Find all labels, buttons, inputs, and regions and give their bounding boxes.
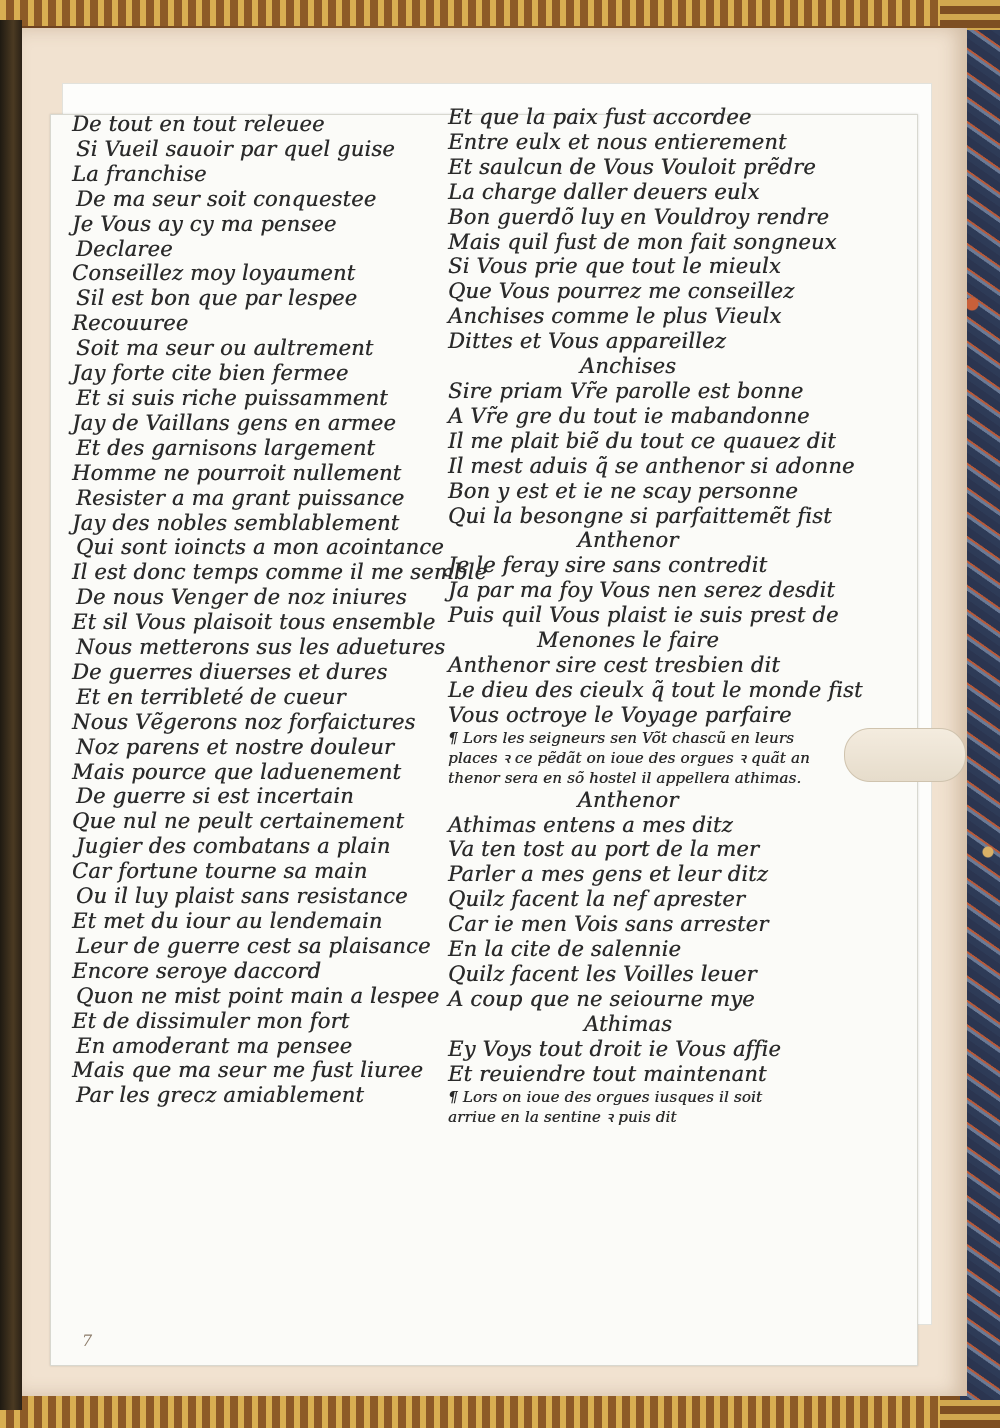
- verse-line: Recouuree: [72, 311, 189, 336]
- verse-line: Si Vueil sauoir par quel guise: [76, 136, 395, 161]
- verse-line: Bon guerdõ luy en Vouldroy rendre: [448, 204, 830, 229]
- speaker-heading: Anchises: [579, 354, 677, 379]
- verse-line: Je Vous ay cy ma pensee: [72, 211, 337, 236]
- verse-line: La charge daller deuers eulx: [448, 179, 760, 204]
- verse-line: De tout en tout releuee: [72, 112, 325, 136]
- stage-direction: ¶ Lors on ioue des orgues iusques il soit: [448, 1087, 763, 1106]
- verse-line: De nous Venger de noz iniures: [76, 585, 407, 610]
- verse-line: De ma seur soit conquestee: [76, 186, 377, 211]
- verse-line: Il est donc temps comme il me semble: [72, 560, 488, 585]
- gilt-border-top: [0, 0, 1000, 26]
- gilt-border-bottom: [0, 1394, 1000, 1428]
- verse-line: Sil est bon que par lespee: [76, 286, 358, 311]
- verse-line: Declaree: [76, 236, 173, 261]
- verse-line: Et met du iour au lendemain: [72, 909, 383, 933]
- verse-line: Mais pource que laduenement: [72, 759, 402, 784]
- verse-line: Athimas entens a mes ditz: [448, 812, 733, 837]
- verse-line: De guerre si est incertain: [76, 784, 354, 809]
- stage-direction: thenor sera en sõ hostel il appellera athimas.: [448, 768, 802, 787]
- verse-line: Si Vous prie que tout le mieulx: [448, 254, 781, 279]
- verse-line: En la cite de salennie: [448, 937, 682, 962]
- verse-line: Anchises comme le plus Vieulx: [448, 304, 782, 329]
- verse-line: Que nul ne peult certainement: [72, 809, 405, 834]
- verse-line: Car ie men Vois sans arrester: [448, 912, 769, 937]
- verse-line: Conseillez moy loyaument: [72, 261, 356, 286]
- verse-line: Resister a ma grant puissance: [76, 485, 405, 510]
- verse-line: Et de dissimuler mon fort: [72, 1008, 350, 1033]
- verse-line: Et si suis riche puissamment: [76, 385, 388, 410]
- speaker-heading: Anthenor: [577, 528, 679, 553]
- verse-line: Quilz facent la nef aprester: [448, 887, 746, 912]
- book-spine-edge: [0, 20, 22, 1410]
- verse-line: Parler a mes gens et leur ditz: [448, 862, 769, 887]
- speaker-heading: Athimas: [583, 1011, 673, 1036]
- right-text-column: [448, 105, 863, 1127]
- verse-line: Il mest aduis q̃ se anthenor si adonne: [448, 453, 855, 478]
- verse-line: Jay forte cite bien fermee: [72, 361, 349, 386]
- verse-line: Leur de guerre cest sa plaisance: [76, 933, 431, 958]
- stage-direction: arriue en la sentine ꝛ puis dit: [448, 1107, 677, 1126]
- verse-line: Ja par ma foy Vous nen serez desdit: [448, 578, 836, 603]
- verse-line: Et reuiendre tout maintenant: [448, 1061, 767, 1086]
- folio-number: 7: [82, 1331, 93, 1350]
- verse-line: Jugier des combatans a plain: [76, 834, 391, 859]
- verse-line: Par les grecz amiablement: [76, 1083, 364, 1108]
- verse-line: De guerres diuerses et dures: [72, 659, 388, 684]
- verse-line: Jay de Vaillans gens en armee: [72, 410, 397, 435]
- verse-line: Et que la paix fust accordee: [448, 105, 752, 129]
- verse-line: Il me plait biẽ du tout ce quauez dit: [448, 428, 836, 453]
- verse-line: Quilz facent les Voilles leuer: [448, 962, 757, 986]
- verse-line: Ey Voys tout droit ie Vous affie: [448, 1036, 782, 1061]
- verse-line: Ou il luy plaist sans resistance: [76, 884, 408, 909]
- verse-line: A Vr̃e gre du tout ie mabandonne: [448, 403, 810, 428]
- verse-line: Et saulcun de Vous Vouloit prẽdre: [448, 154, 816, 179]
- verse-line: Entre eulx et nous entierement: [448, 129, 787, 154]
- verse-line: Le dieu des cieulx q̃ tout le monde fist: [448, 677, 863, 702]
- speaker-heading: Anthenor: [577, 787, 679, 812]
- verse-line: Va ten tost au port de la mer: [448, 837, 760, 862]
- verse-line: Car fortune tourne sa main: [72, 859, 368, 884]
- verse-line: Puis quil Vous plaist ie suis prest de: [448, 603, 839, 628]
- verse-line: Noz parens et nostre douleur: [76, 734, 395, 759]
- verse-line: Je le feray sire sans contredit: [448, 553, 768, 578]
- verse-line: Quon ne mist point main a lespee: [76, 983, 440, 1008]
- verse-line: La franchise: [72, 161, 207, 186]
- verse-line: Soit ma seur ou aultrement: [76, 336, 374, 361]
- verse-line: Nous metterons sus les aduetures: [76, 635, 446, 660]
- verse-line: Sire priam Vr̃e parolle est bonne: [448, 378, 804, 403]
- verse-line: Et sil Vous plaisoit tous ensemble: [72, 610, 436, 635]
- verse-line: Homme ne pourroit nullement: [72, 460, 402, 485]
- verse-line: Encore seroye daccord: [72, 958, 322, 983]
- verse-line: Qui la besongne si parfaittemẽt fist: [448, 503, 832, 528]
- verse-line: Et des garnisons largement: [76, 435, 376, 460]
- verse-line: A coup que ne seiourne mye: [448, 986, 755, 1011]
- verse-line: Anthenor sire cest tresbien dit: [448, 652, 780, 677]
- stage-direction: places ꝛ ce pẽdãt on ioue des orgues ꝛ quãt an: [448, 748, 810, 767]
- verse-line: Nous Vẽgerons noz forfaictures: [72, 709, 416, 734]
- verse-line: Bon y est et ie ne scay personne: [448, 478, 798, 503]
- verse-line: Vous octroye le Voyage parfaire: [448, 702, 792, 727]
- verse-line: Dittes et Vous appareillez: [448, 329, 726, 354]
- verse-line: Jay des nobles semblablement: [72, 510, 400, 535]
- verse-line: Et en terribleté de cueur: [76, 684, 346, 709]
- verse-line: Mais que ma seur me fust liuree: [72, 1058, 424, 1083]
- left-text-column: [70, 112, 487, 1108]
- verse-line: Mais quil fust de mon fait songneux: [448, 229, 837, 254]
- verse-line: Qui sont ioincts a mon acointance: [76, 535, 444, 560]
- stage-direction: ¶ Lors les seigneurs sen Võt chascũ en leurs: [448, 728, 795, 747]
- verse-line: Que Vous pourrez me conseillez: [448, 279, 795, 304]
- verse-line: En amoderant ma pensee: [76, 1033, 353, 1058]
- speaker-heading: Menones le faire: [537, 628, 719, 653]
